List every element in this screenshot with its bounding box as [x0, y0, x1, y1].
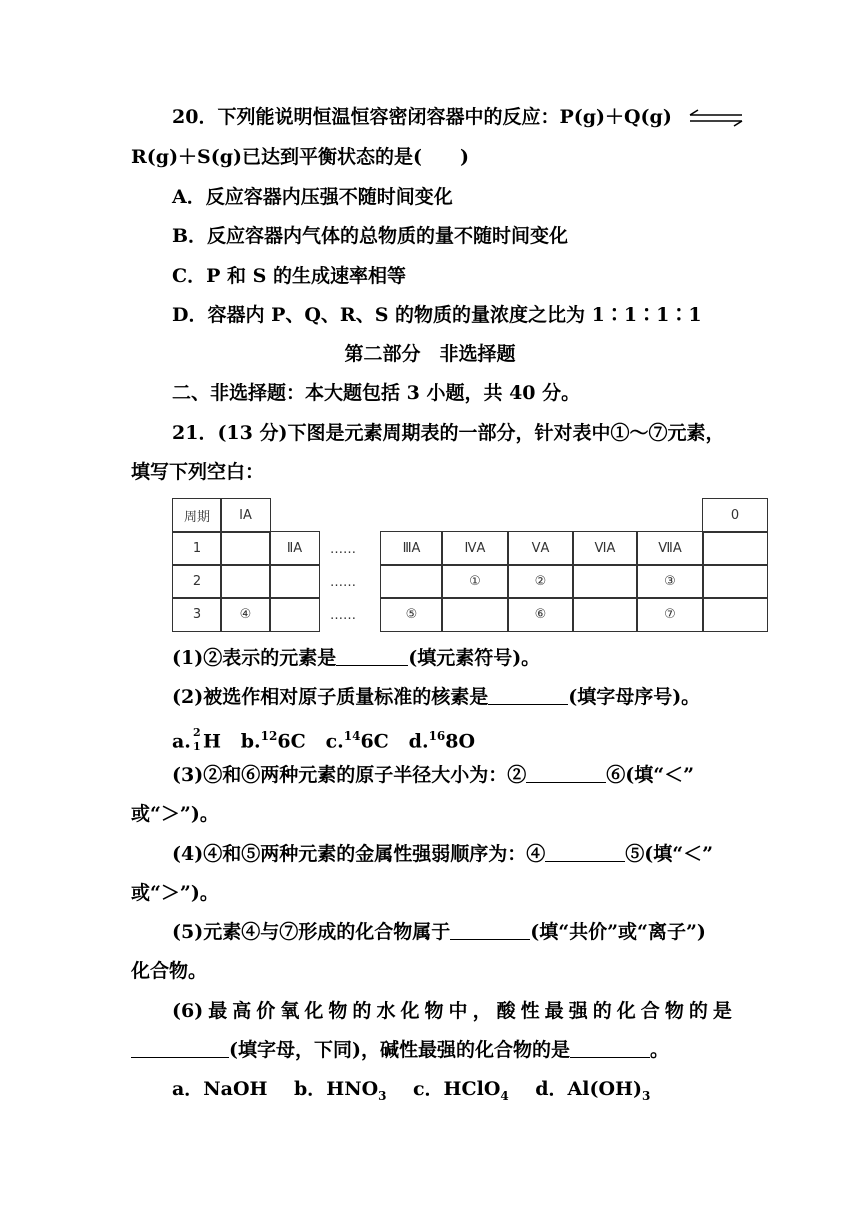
atomic-number: 1 — [192, 740, 201, 754]
q21-part2-options — [172, 723, 475, 754]
q21-part6-char: 的 — [688, 1000, 708, 1022]
equilibrium-arrow-icon — [688, 109, 744, 127]
table-cell — [220, 564, 271, 599]
option-b-label: b. — [240, 730, 261, 753]
q21-part2-text: (2)被选作相对原子质量标准的核素是 — [172, 686, 489, 708]
table-cell — [572, 564, 638, 599]
option-a-symbol: H — [202, 730, 221, 753]
element-6: ⑥ — [507, 597, 574, 632]
q21-part6-char: 物 — [664, 1000, 684, 1022]
mass-number: 2 — [192, 726, 201, 740]
answer-blank[interactable] — [450, 921, 530, 940]
q21-part6-char: 高 — [232, 1000, 252, 1022]
table-cell — [702, 564, 768, 599]
nuclide-index — [191, 726, 203, 754]
q21-part6-cont — [131, 1037, 669, 1063]
answer-blank[interactable] — [570, 1039, 650, 1058]
q21-part6-char: ， — [472, 1000, 492, 1022]
option-a: a．NaOH — [172, 1078, 268, 1100]
option-d-label: d. — [408, 730, 429, 753]
table-header-0: 0 — [702, 498, 768, 533]
q21-part6-char: 中 — [448, 1000, 468, 1022]
element-7: ⑦ — [636, 597, 704, 632]
answer-blank[interactable] — [131, 1039, 229, 1058]
table-header-5a: ⅤA — [507, 531, 574, 566]
q21-part5 — [172, 919, 706, 945]
option-c-symbol: 6C — [360, 730, 389, 753]
q21-part6-char: 化 — [400, 1000, 420, 1022]
q21-part4-hint: ⑤(填“＜” — [625, 843, 714, 865]
q20-option-c: C．P 和 S 的生成速率相等 — [172, 265, 406, 287]
q21-part6-char: 的 — [352, 1000, 372, 1022]
q21-part6-char: 是 — [712, 1000, 732, 1022]
element-4: ④ — [220, 597, 271, 632]
table-header-4a: ⅣA — [441, 531, 509, 566]
element-2: ② — [507, 564, 574, 599]
q21-part6-char: 化 — [616, 1000, 636, 1022]
table-cell — [441, 597, 509, 632]
q21-part6-char: 水 — [376, 1000, 396, 1022]
q20-stem-line1 — [172, 104, 744, 130]
element-5: ⑤ — [380, 597, 443, 632]
table-header-2a: ⅡA — [269, 531, 320, 566]
mass-number: 14 — [343, 729, 361, 743]
element-3: ③ — [636, 564, 704, 599]
q20-option-d: D．容器内 P、Q、R、S 的物质的量浓度之比为 1∶1∶1∶1 — [172, 304, 702, 326]
option-d: d．Al(OH) — [535, 1078, 642, 1100]
option-c-label: c. — [325, 730, 344, 753]
q21-part2 — [172, 684, 700, 710]
q21-part2-hint: (填字母序号)。 — [568, 686, 701, 708]
q21-part6-char: 酸 — [496, 1000, 516, 1022]
table-cell — [220, 531, 271, 566]
option-b-symbol: 6C — [277, 730, 306, 753]
q21-part6-char: 价 — [256, 1000, 276, 1022]
q21-part3-text: (3)②和⑥两种元素的原子半径大小为：② — [172, 764, 527, 786]
option-b: b．HNO — [293, 1078, 379, 1100]
element-1: ① — [441, 564, 509, 599]
q20-stem-text: 20．下列能说明恒温恒容密闭容器中的反应：P(g)＋Q(g) — [172, 106, 672, 128]
q21-stem-line1: 21．(13 分)下图是元素周期表的一部分，针对表中①～⑦元素， — [172, 422, 725, 444]
q21-part6-char: 氧 — [280, 1000, 300, 1022]
q20-stem-line2: R(g)＋S(g)已达到平衡状态的是( ) — [131, 146, 470, 168]
subscript: 3 — [641, 1088, 651, 1103]
q21-part6-char: 化 — [304, 1000, 324, 1022]
mass-number: 12 — [260, 729, 278, 743]
q21-part3 — [172, 762, 694, 788]
table-header-period: 周期 — [172, 498, 222, 533]
q21-part3-hint: ⑥(填“＜” — [606, 764, 695, 786]
q21-part5-hint: (填“共价”或“离子”) — [530, 921, 706, 943]
q21-part4 — [172, 841, 713, 867]
q20-option-b: B．反应容器内气体的总物质的量不随时间变化 — [172, 225, 569, 247]
q21-part6-char: 最 — [544, 1000, 564, 1022]
table-cell — [702, 597, 768, 632]
periodic-table-fragment — [172, 498, 768, 632]
q21-part1-hint: (填元素符号)。 — [408, 647, 541, 669]
q21-part4-text: (4)④和⑤两种元素的金属性强弱顺序为：④ — [172, 843, 546, 865]
q21-part6-char: 的 — [592, 1000, 612, 1022]
option-a-label: a. — [172, 730, 191, 753]
q21-part1 — [172, 645, 540, 671]
part2-intro: 二、非选择题：本大题包括 3 小题，共 40 分。 — [172, 382, 581, 404]
period-label: 1 — [172, 531, 222, 566]
subscript: 4 — [500, 1088, 509, 1103]
mass-number: 16 — [428, 729, 446, 743]
q21-part4-cont: 或“＞”)。 — [131, 882, 219, 904]
q21-part3-cont: 或“＞”)。 — [131, 803, 219, 825]
q21-part6-text: (填字母，下同)，碱性最强的化合物的是 — [229, 1039, 570, 1061]
q21-part5-cont: 化合物。 — [131, 960, 208, 982]
table-cell — [269, 597, 320, 632]
q21-part6-char: (6) — [172, 1000, 204, 1022]
period-label: 3 — [172, 597, 222, 632]
table-cell — [380, 564, 443, 599]
q21-part6-char: 强 — [568, 1000, 588, 1022]
q20-option-a: A．反应容器内压强不随时间变化 — [172, 186, 453, 208]
table-cell — [702, 531, 768, 566]
q21-part6-char: 物 — [328, 1000, 348, 1022]
table-cell — [269, 564, 320, 599]
answer-blank[interactable] — [488, 686, 568, 705]
table-header-6a: ⅥA — [572, 531, 638, 566]
option-c: c．HClO — [412, 1078, 501, 1100]
q21-part5-text: (5)元素④与⑦形成的化合物属于 — [172, 921, 451, 943]
q21-part6-char: 性 — [520, 1000, 540, 1022]
q21-part6-options — [172, 1076, 650, 1109]
q21-part6-char: 合 — [640, 1000, 660, 1022]
period-label: 2 — [172, 564, 222, 599]
q21-part6 — [172, 998, 732, 1024]
part2-heading: 第二部分 非选择题 — [344, 343, 516, 365]
table-cell — [572, 597, 638, 632]
ellipsis: …… — [330, 608, 356, 623]
table-header-7a: ⅦA — [636, 531, 704, 566]
q21-part6-char: 物 — [424, 1000, 444, 1022]
table-header-1a: ⅠA — [220, 498, 271, 533]
ellipsis: …… — [330, 542, 356, 557]
table-header-3a: ⅢA — [380, 531, 443, 566]
q21-part6-char: 最 — [208, 1000, 228, 1022]
answer-blank[interactable] — [336, 647, 408, 666]
ellipsis: …… — [330, 575, 356, 590]
q21-stem-line2: 填写下列空白： — [131, 461, 265, 483]
q21-part6-end: 。 — [649, 1039, 669, 1061]
subscript: 3 — [378, 1088, 387, 1103]
q21-part1-text: (1)②表示的元素是 — [172, 647, 337, 669]
answer-blank[interactable] — [526, 764, 606, 783]
option-d-symbol: 8O — [445, 730, 476, 753]
answer-blank[interactable] — [545, 843, 625, 862]
